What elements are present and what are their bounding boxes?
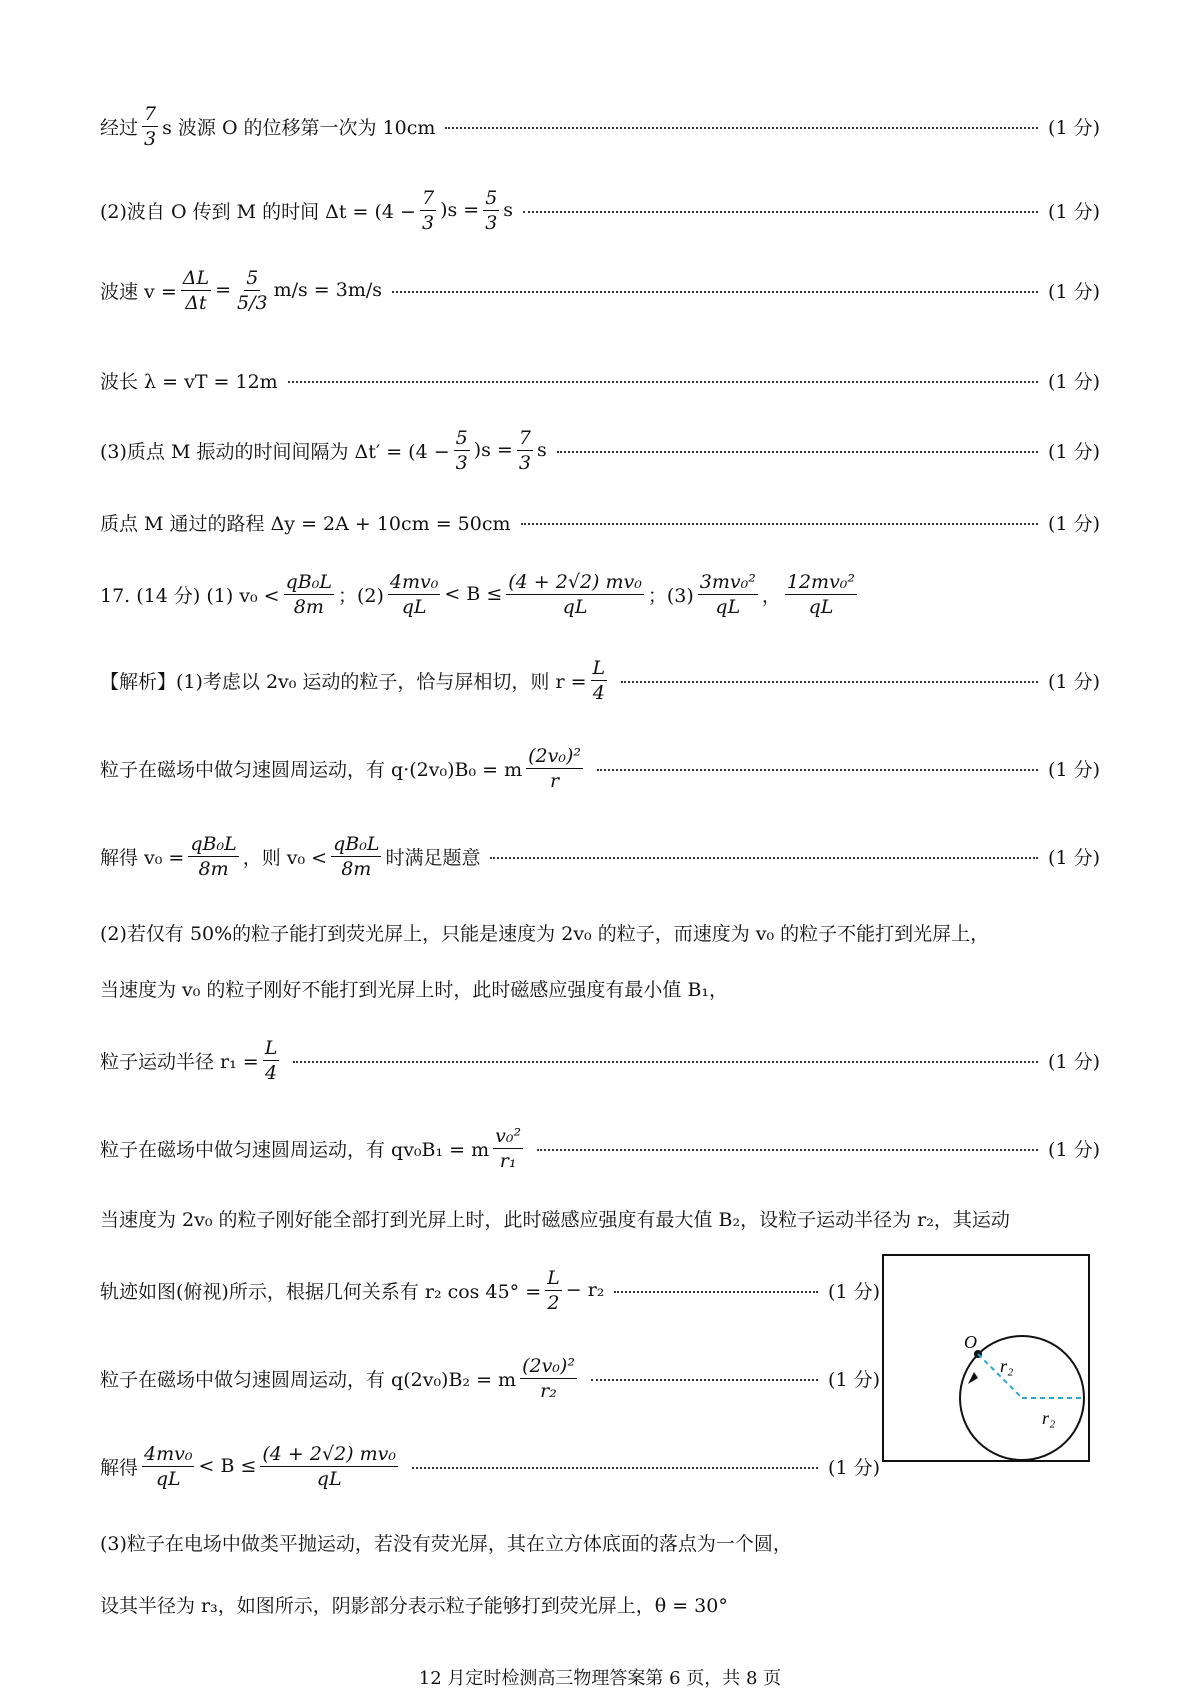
- frac-num: 5: [455, 426, 468, 449]
- answer-line-8: [100, 656, 1100, 704]
- label-o: O: [964, 1332, 977, 1352]
- answer-line-3: [100, 266, 1100, 314]
- frac-num: 5: [246, 266, 259, 289]
- frac-num: qB₀L: [190, 832, 237, 855]
- text: 【解析】(1)考虑以 2v₀ 运动的粒子，恰与屏相切，则 r =: [100, 670, 587, 693]
- score: (1 分): [1048, 280, 1100, 303]
- text: 时满足题意: [385, 846, 481, 869]
- frac-den: r₂: [540, 1379, 557, 1402]
- text: 轨迹如图(俯视)所示，根据几何关系有 r₂ cos 45° =: [100, 1280, 542, 1303]
- text: 粒子运动半径 r₁ =: [100, 1050, 259, 1073]
- text: (3)质点 M 振动的时间间隔为 Δt′ = (4 −: [100, 440, 450, 463]
- text: ；(3): [647, 584, 694, 607]
- frac-num: qB₀L: [333, 832, 380, 855]
- text: 波长 λ = vT = 12m: [100, 370, 278, 393]
- fraction: [785, 570, 857, 619]
- text: =: [215, 279, 231, 301]
- answer-line-6: [100, 502, 1100, 542]
- text: (2)若仅有 50%的粒子能打到荧光屏上，只能是速度为 2v₀ 的粒子，而速度为 v₀ 的粒子不能打到光屏上，: [100, 922, 990, 945]
- frac-den: qL: [316, 1467, 342, 1490]
- text: − r₂: [565, 1279, 605, 1301]
- frac-den: qL: [715, 595, 741, 618]
- leader-dots: [445, 127, 1038, 129]
- text: 解得 v₀ =: [100, 846, 185, 869]
- frac-num: 5: [485, 186, 498, 209]
- answer-line-4: [100, 360, 1100, 400]
- answer-line-5: [100, 426, 1100, 474]
- frac-den: qL: [562, 595, 588, 618]
- fraction: [235, 266, 270, 315]
- fraction: [520, 1354, 577, 1403]
- frac-den: 3: [144, 127, 157, 150]
- fraction: [454, 426, 470, 475]
- fraction: [526, 744, 583, 793]
- fraction: [181, 266, 211, 315]
- frac-num: 12mv₀²: [786, 570, 856, 593]
- frac-den: 8m: [198, 857, 229, 880]
- frac-num: 4mv₀: [144, 1442, 193, 1465]
- text: 波速 v =: [100, 280, 177, 303]
- text: 经过: [100, 116, 139, 139]
- fraction: [545, 1266, 562, 1315]
- text: 粒子在磁场中做匀速圆周运动，有 q·(2v₀)B₀ = m: [100, 758, 523, 781]
- text: s: [503, 199, 514, 221]
- score: (1 分): [1048, 116, 1100, 139]
- fraction: [698, 570, 758, 619]
- frac-num: ΔL: [182, 266, 210, 289]
- frac-num: v₀²: [495, 1124, 522, 1147]
- text: 17. (14 分) (1) v₀ <: [100, 584, 280, 607]
- text: 粒子在磁场中做匀速圆周运动，有 qv₀B₁ = m: [100, 1138, 490, 1161]
- text: (2)波自 O 传到 M 的时间 Δt = (4 −: [100, 200, 416, 223]
- leader-dots: [523, 211, 1038, 213]
- fraction: [388, 570, 440, 619]
- score: (1 分): [828, 1456, 880, 1479]
- fraction: [284, 570, 334, 619]
- fraction: [331, 832, 381, 881]
- frac-den: 5/3: [237, 291, 268, 314]
- text: ，则 v₀ <: [242, 846, 328, 869]
- frac-den: 3: [518, 451, 531, 474]
- score: (1 分): [1048, 440, 1100, 463]
- fraction: [188, 832, 238, 881]
- answer-line-20: [100, 1584, 728, 1624]
- answer-line-14: [100, 1124, 1100, 1172]
- text: 粒子在磁场中做匀速圆周运动，有 q(2v₀)B₂ = m: [100, 1368, 517, 1391]
- text: )s =: [473, 439, 513, 461]
- text: s: [536, 439, 547, 461]
- leader-dots: [614, 1291, 818, 1293]
- score: (1 分): [1048, 1050, 1100, 1073]
- trajectory-figure: [882, 1254, 1090, 1462]
- text: 质点 M 通过的路程 Δy = 2A + 10cm = 50cm: [100, 512, 511, 535]
- frac-num: L: [592, 656, 606, 679]
- frac-den: 4: [592, 681, 605, 704]
- direction-arrow: [968, 1372, 978, 1384]
- leader-dots: [521, 523, 1039, 525]
- text: 解得: [100, 1456, 139, 1479]
- answer-line-7: [100, 570, 861, 618]
- leader-dots: [557, 451, 1038, 453]
- frac-den: r₁: [499, 1149, 517, 1172]
- leader-dots: [490, 857, 1038, 859]
- frac-den: 8m: [341, 857, 372, 880]
- answer-line-16: [100, 1266, 880, 1314]
- fraction: [263, 1036, 280, 1085]
- score: (1 分): [1048, 200, 1100, 223]
- fraction: [506, 570, 644, 619]
- text: 当速度为 v₀ 的粒子刚好不能打到光屏上时，此时磁感应强度有最小值 B₁，: [100, 978, 729, 1001]
- score: (1 分): [1048, 846, 1100, 869]
- frac-num: 7: [421, 186, 435, 209]
- frac-num: L: [547, 1266, 560, 1289]
- frac-num: 7: [518, 426, 531, 449]
- answer-line-15: [100, 1198, 1010, 1238]
- frac-num: qB₀L: [285, 570, 332, 593]
- fraction: [483, 186, 499, 235]
- leader-dots: [288, 381, 1038, 383]
- frac-den: 3: [455, 451, 468, 474]
- leader-dots: [597, 769, 1038, 771]
- answer-line-11: [100, 912, 989, 952]
- text: m/s = 3m/s: [273, 279, 383, 301]
- frac-den: 3: [421, 211, 435, 234]
- fraction: [142, 1442, 194, 1491]
- frac-num: (2v₀)²: [522, 1354, 575, 1377]
- leader-dots: [412, 1467, 818, 1469]
- leader-dots: [293, 1061, 1038, 1063]
- frac-den: 3: [485, 211, 498, 234]
- frac-num: L: [264, 1036, 278, 1059]
- frac-num: (2v₀)²: [528, 744, 581, 767]
- answer-line-18: [100, 1442, 880, 1490]
- fraction: [517, 426, 533, 475]
- frac-den: 4: [264, 1061, 278, 1084]
- answer-line-19: [100, 1522, 792, 1562]
- answer-line-17: [100, 1354, 880, 1402]
- frac-den: 8m: [293, 595, 324, 618]
- text: 当速度为 2v₀ 的粒子刚好能全部打到光屏上时，此时磁感应强度有最大值 B₂，设粒子运动半径为 r₂，其运动: [100, 1208, 1010, 1231]
- frac-den: qL: [808, 595, 834, 618]
- frac-den: qL: [155, 1467, 181, 1490]
- answer-line-9: [100, 744, 1100, 792]
- fraction: [591, 656, 608, 705]
- score: (1 分): [828, 1368, 880, 1391]
- frac-den: 2: [547, 1291, 560, 1314]
- text: )s =: [440, 199, 480, 221]
- text: ，: [761, 584, 781, 607]
- score: (1 分): [1048, 512, 1100, 535]
- frac-num: 3mv₀²: [699, 570, 756, 593]
- frac-num: 7: [144, 102, 157, 125]
- fraction: [420, 186, 436, 235]
- answer-line-13: [100, 1036, 1100, 1084]
- text: s 波源 O 的位移第一次为 10cm: [162, 116, 436, 139]
- leader-dots: [591, 1379, 818, 1381]
- fraction: [142, 102, 158, 151]
- score: (1 分): [828, 1280, 880, 1303]
- fraction: [260, 1442, 398, 1491]
- answer-line-2: [100, 186, 1100, 234]
- frac-den: r: [550, 769, 560, 792]
- frac-den: Δt: [185, 291, 207, 314]
- text: < B ≤: [444, 583, 503, 605]
- frac-den: qL: [401, 595, 427, 618]
- label-r2-b: r₂: [1042, 1408, 1056, 1428]
- square-boundary: [883, 1255, 1089, 1461]
- leader-dots: [621, 681, 1038, 683]
- answer-line-1: [100, 102, 1100, 150]
- score: (1 分): [1048, 370, 1100, 393]
- leader-dots: [537, 1149, 1038, 1151]
- frac-num: (4 + 2√2) mv₀: [508, 570, 642, 593]
- text: 设其半径为 r₃，如图所示，阴影部分表示粒子能够打到荧光屏上，θ = 30°: [100, 1594, 728, 1617]
- leader-dots: [392, 291, 1038, 293]
- page-footer: 12 月定时检测高三物理答案第 6 页，共 8 页: [418, 1668, 782, 1689]
- answer-line-10: [100, 832, 1100, 880]
- score: (1 分): [1048, 1138, 1100, 1161]
- text: ；(2): [337, 584, 384, 607]
- score: (1 分): [1048, 758, 1100, 781]
- score: (1 分): [1048, 670, 1100, 693]
- frac-num: 4mv₀: [389, 570, 439, 593]
- text: < B ≤: [198, 1455, 257, 1477]
- frac-num: (4 + 2√2) mv₀: [262, 1442, 396, 1465]
- answer-line-12: [100, 968, 728, 1008]
- label-r2-a: r₂: [1000, 1356, 1014, 1376]
- fraction: [493, 1124, 523, 1173]
- text: (3)粒子在电场中做类平抛运动，若没有荧光屏，其在立方体底面的落点为一个圆，: [100, 1532, 792, 1555]
